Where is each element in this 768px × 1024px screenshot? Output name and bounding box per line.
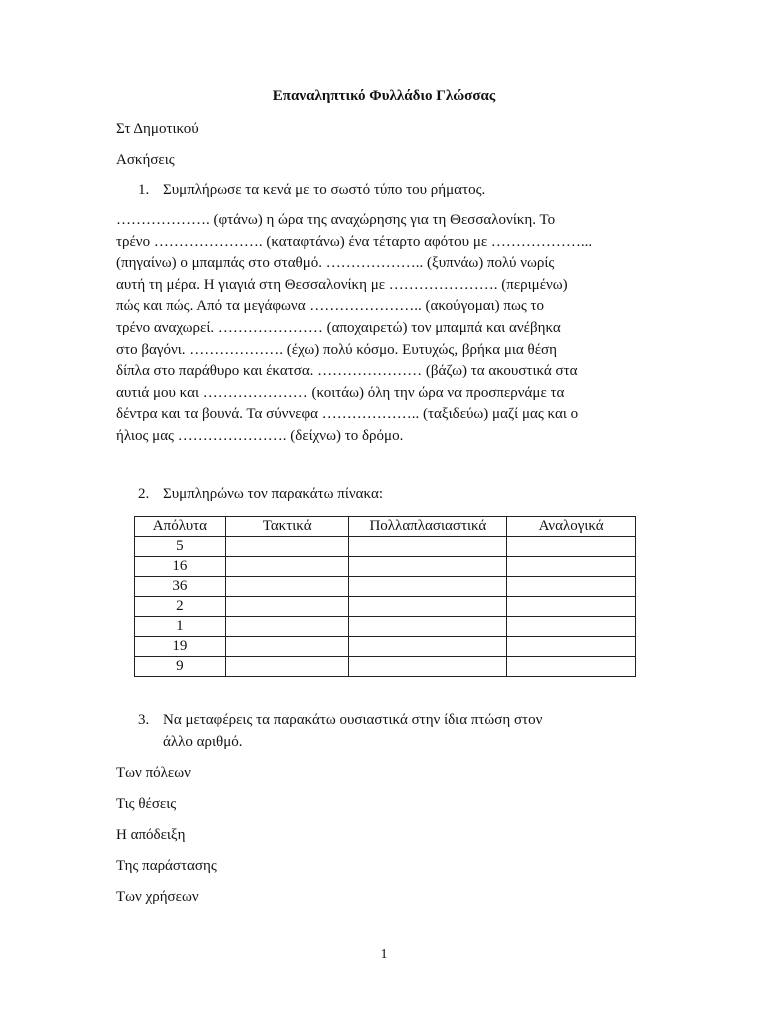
exercise1-heading-text: Συμπλήρωσε τα κενά με το σωστό τύπο του ρήματος.	[163, 182, 486, 198]
table-cell: 1	[135, 617, 226, 637]
blank-cell[interactable]	[225, 637, 349, 657]
exercise2-heading	[138, 486, 383, 503]
paragraph-line: στο βαγόνι. ………………. (έχω) πολύ κόσμο. Ευτυχώς, βρήκα μια θέση	[116, 341, 557, 358]
paragraph-line: αυτή τη μέρα. Η γιαγιά στη Θεσσαλονίκη με …………………. (περιμένω)	[116, 276, 568, 293]
blank-cell[interactable]	[225, 597, 349, 617]
paragraph-line: αυτιά μου και ………………… (κοιτάω) όλη την ώρα να προσπερνάμε τα	[116, 384, 565, 401]
blank-cell[interactable]	[507, 617, 636, 637]
blank-cell[interactable]	[349, 537, 507, 557]
column-header: Αναλογικά	[507, 517, 636, 537]
blank-cell[interactable]	[225, 617, 349, 637]
table-cell: 2	[135, 597, 226, 617]
blank-cell[interactable]	[349, 657, 507, 677]
paragraph-line: ήλιος μας …………………. (δείχνω) το δρόμο.	[116, 427, 404, 444]
exercise1-heading	[138, 182, 485, 199]
blank-cell[interactable]	[349, 597, 507, 617]
column-header: Απόλυτα	[135, 517, 226, 537]
blank-cell[interactable]	[225, 577, 349, 597]
blank-cell[interactable]	[507, 537, 636, 557]
paragraph-line: δίπλα στο παράθυρο και έκατσα. ………………… (βάζω) τα ακουστικά στα	[116, 363, 578, 380]
table-cell: 5	[135, 537, 226, 557]
blank-cell[interactable]	[225, 537, 349, 557]
exercise3-heading	[138, 709, 542, 753]
table-row	[135, 557, 636, 577]
section-label: Ασκήσεις	[116, 152, 175, 168]
paragraph-line: τρένο αναχωρεί. ………………… (αποχαιρετώ) τον μπαμπά και ανέβηκα	[116, 319, 561, 336]
table-row	[135, 537, 636, 557]
blank-cell[interactable]	[507, 577, 636, 597]
blank-cell[interactable]	[507, 557, 636, 577]
exercise1-number: 1.	[138, 182, 150, 198]
noun-item: Η απόδειξη	[116, 827, 186, 843]
paragraph-line: τρένο …………………. (καταφτάνω) ένα τέταρτο αφότου με ………………...	[116, 233, 593, 250]
noun-item: Τις θέσεις	[116, 796, 177, 812]
blank-cell[interactable]	[507, 597, 636, 617]
paragraph-line: πώς και πώς. Από τα μεγάφωνα ………………….. (ακούγομαι) πως το	[116, 298, 545, 315]
blank-cell[interactable]	[507, 657, 636, 677]
table-row	[135, 577, 636, 597]
blank-cell[interactable]	[507, 637, 636, 657]
blank-cell[interactable]	[349, 577, 507, 597]
paragraph-line: δέντρα και τα βουνά. Τα σύννεφα ……………….. (ταξιδεύω) μαζί μας και ο	[116, 406, 579, 423]
numerals-table	[134, 516, 636, 677]
blank-cell[interactable]	[225, 557, 349, 577]
blank-cell[interactable]	[349, 617, 507, 637]
column-header: Τακτικά	[225, 517, 349, 537]
table-row	[135, 657, 636, 677]
noun-item: Της παράστασης	[116, 858, 217, 874]
noun-item: Των χρήσεων	[116, 889, 199, 905]
table-cell: 36	[135, 577, 226, 597]
table-row	[135, 597, 636, 617]
paragraph-line: (πηγαίνω) ο μπαμπάς στο σταθμό. ……………….. (ξυπνάω) πολύ νωρίς	[116, 255, 555, 272]
exercise1-paragraph	[116, 210, 646, 448]
blank-cell[interactable]	[349, 557, 507, 577]
page-number: 1	[380, 947, 388, 962]
exercise3-number: 3.	[138, 712, 150, 728]
table-cell: 16	[135, 557, 226, 577]
paragraph-line: ………………. (φτάνω) η ώρα της αναχώρησης για τη Θεσσαλονίκη. Το	[116, 212, 556, 228]
exercise2-number: 2.	[138, 486, 150, 502]
document-title: Επαναληπτικό Φυλλάδιο Γλώσσας	[272, 88, 496, 104]
column-header: Πολλαπλασιαστικά	[349, 517, 507, 537]
table-cell: 9	[135, 657, 226, 677]
table-cell: 19	[135, 637, 226, 657]
table-row	[135, 637, 636, 657]
noun-item: Των πόλεων	[116, 765, 191, 781]
blank-cell[interactable]	[225, 657, 349, 677]
exercise3-heading-line1: Να μεταφέρεις τα παρακάτω ουσιαστικά στην ίδια πτώση στον	[163, 712, 543, 728]
exercise2-heading-text: Συμπληρώνω τον παρακάτω πίνακα:	[163, 486, 383, 502]
blank-cell[interactable]	[349, 637, 507, 657]
grade-label: Στ Δημοτικού	[116, 121, 199, 137]
exercise3-heading-line2: άλλο αριθμό.	[163, 734, 243, 750]
table-header-row	[135, 517, 636, 537]
table-row	[135, 617, 636, 637]
